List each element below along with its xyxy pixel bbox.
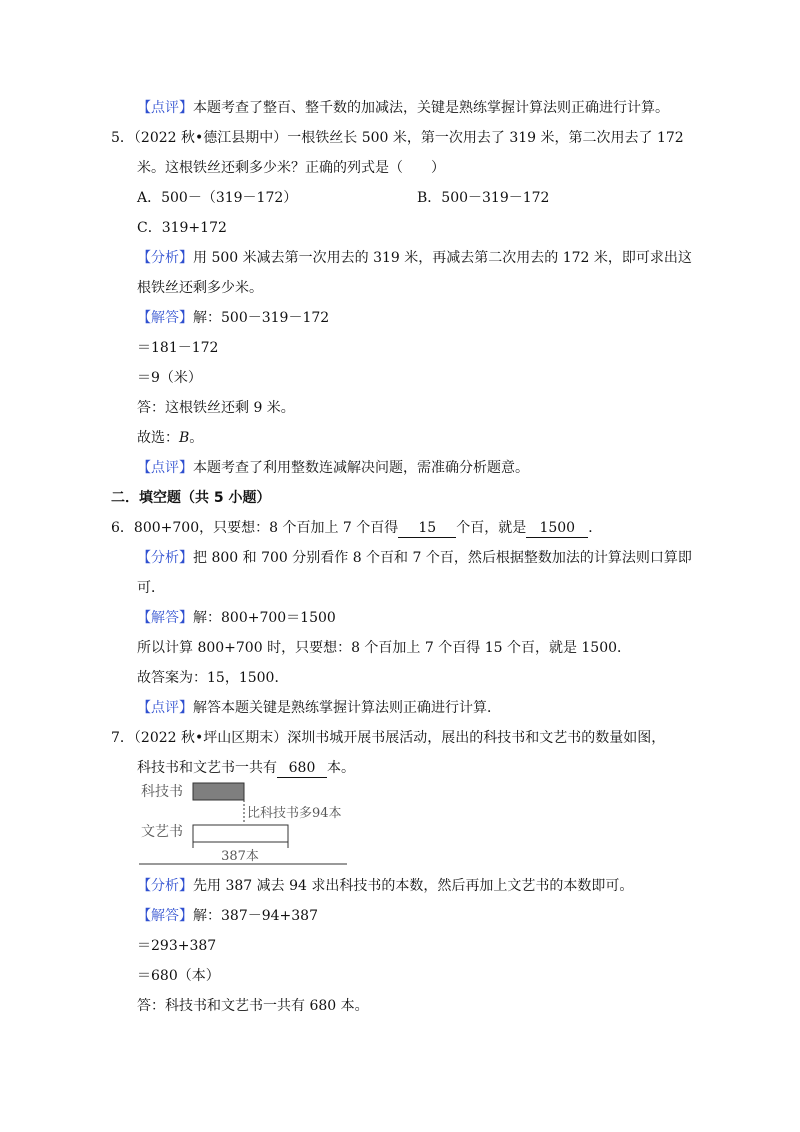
q6-review [137, 698, 501, 718]
label-science-books: 科技书 [141, 784, 183, 800]
q7-answer: 答：科技书和文艺书一共有 680 本。 [137, 998, 369, 1014]
q5-solution-line1 [137, 308, 329, 328]
analysis-text: 先用 387 减去 94 求出科技书的本数，然后再加上文艺书的本数即可。 [193, 878, 634, 894]
choice-prefix: 故选： [137, 430, 179, 446]
q5-solution-line2: ＝181－172 [137, 340, 219, 356]
q6-blank-1: 15 [398, 519, 456, 538]
q5-choice [137, 428, 203, 448]
solution-tag: 【解答】 [137, 610, 193, 626]
q7-text-b: 本。 [327, 760, 355, 776]
q5-stem-line2: 米。这根铁丝还剩多少米？正确的列式是（ ） [137, 160, 445, 176]
q5-stem-line1: （2022 秋•德江县期中）一根铁丝长 500 米，第一次用去了 319 米，第二次用去了 172 [133, 130, 684, 146]
q7-solution-line3: ＝680（本） [137, 968, 220, 984]
solution-tag: 【解答】 [137, 908, 193, 924]
q7-blank: 680 [277, 759, 327, 778]
solution-text: 解：500－319－172 [193, 310, 330, 326]
bar-literature-books [193, 825, 288, 842]
review-tag: 【点评】 [137, 100, 193, 116]
q7-bar-diagram [137, 778, 351, 868]
label-difference: 比科技书多94本 [247, 806, 342, 821]
label-literature-books: 文艺书 [141, 824, 183, 840]
q7-line1 [111, 728, 665, 748]
q6-blank-2: 1500 [526, 519, 588, 538]
q6-solution-line2: 所以计算 800+700 时，只要想：8 个百加上 7 个百得 15 个百，就是 1500． [137, 640, 632, 656]
analysis-tag: 【分析】 [137, 250, 193, 266]
analysis-tag: 【分析】 [137, 550, 193, 566]
q6-number: 6． [111, 520, 134, 536]
q5-option-b: B．500－319－172 [417, 190, 550, 206]
q7-stem-line1: （2022 秋•坪山区期末）深圳书城开展书展活动，展出的科技书和文艺书的数量如图， [133, 730, 666, 746]
choice-suffix: 。 [189, 430, 204, 446]
review-text: 解答本题关键是熟练掌握计算法则正确进行计算． [193, 700, 501, 716]
q6-stem [111, 518, 602, 538]
q6-analysis-line2: 可． [137, 580, 165, 596]
review-text: 本题考查了整百、整千数的加减法，关键是熟练掌握计算法则正确进行计算。 [193, 100, 669, 116]
review-line-top [137, 98, 669, 118]
solution-text: 解：387－94+387 [193, 908, 318, 924]
q5-review [137, 458, 529, 478]
bar-science-books [193, 783, 244, 800]
analysis-text: 把 800 和 700 分别看作 8 个百和 7 个百，然后根据整数加法的计算法则口算即 [193, 550, 692, 566]
solution-tag: 【解答】 [137, 310, 193, 326]
review-text: 本题考查了利用整数连减解决问题，需准确分析题意。 [193, 460, 529, 476]
label-total: 387本 [221, 849, 259, 864]
q5-analysis-line1 [137, 248, 692, 268]
q6-text-c: ． [588, 520, 603, 536]
q6-text-b: 个百，就是 [456, 520, 527, 536]
review-tag: 【点评】 [137, 700, 193, 716]
q7-number: 7． [111, 730, 134, 746]
q7-text-a: 科技书和文艺书一共有 [137, 760, 277, 776]
q6-solution-line1 [137, 608, 336, 628]
q6-text-a: 800+700，只要想：8 个百加上 7 个百得 [133, 520, 399, 536]
q7-solution-line1 [137, 906, 318, 926]
q5-solution-line3: ＝9（米） [137, 370, 202, 386]
q5-option-a: A．500－（319－172） [137, 190, 298, 206]
analysis-text: 用 500 米减去第一次用去的 319 米，再减去第二次用去的 172 米，即可求出这 [193, 250, 692, 266]
q5-answer: 答：这根铁丝还剩 9 米。 [137, 400, 295, 416]
solution-text: 解：800+700＝1500 [193, 610, 336, 626]
analysis-tag: 【分析】 [137, 878, 193, 894]
review-tag: 【点评】 [137, 460, 193, 476]
section-title: 二．填空题（共 5 小题） [111, 490, 271, 506]
q6-analysis-line1 [137, 548, 692, 568]
q5-analysis-line2: 根铁丝还剩多少米。 [137, 280, 263, 296]
q5-option-c: C．319+172 [137, 220, 227, 236]
q7-analysis [137, 876, 633, 896]
q5-line1 [111, 128, 684, 148]
q7-solution-line2: ＝293+387 [137, 938, 217, 954]
q5-number: 5． [111, 130, 134, 146]
q7-line2 [137, 758, 355, 778]
choice-letter: B [179, 430, 190, 446]
q6-solution-line3: 故答案为：15，1500． [137, 670, 289, 686]
